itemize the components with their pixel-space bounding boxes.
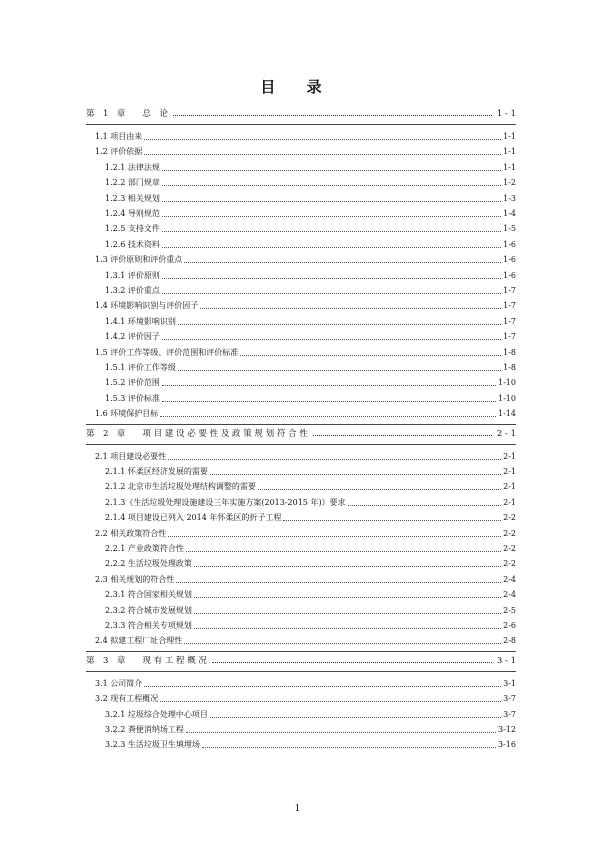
dot-leader (162, 247, 501, 248)
dot-leader (162, 201, 501, 202)
toc-entry-title: 1.2.1 法律法规 (105, 162, 160, 172)
dot-leader (162, 293, 501, 294)
toc-entry-title: 1.2.6 技术资料 (105, 239, 160, 249)
toc-entry-page: 1-6 (503, 239, 516, 249)
toc-entry-page: 1-14 (498, 409, 516, 419)
dot-leader (162, 339, 501, 340)
toc-entry[interactable] (86, 542, 516, 554)
dot-leader (162, 216, 501, 217)
toc-entry[interactable] (86, 692, 516, 704)
toc-entry-page: 2-1 (503, 482, 516, 492)
toc-entry[interactable] (86, 677, 516, 689)
dot-leader (176, 582, 501, 583)
dot-leader (194, 597, 501, 598)
dot-leader (210, 474, 501, 475)
toc-entry-page: 2-1 (503, 451, 516, 461)
dot-leader (194, 628, 501, 629)
toc-entry-page: 2-6 (503, 621, 516, 630)
dot-leader (144, 139, 501, 140)
toc-entry[interactable] (86, 407, 516, 419)
toc-entry-title: 1.4 环境影响识别与评价因子 (95, 301, 199, 311)
toc-entry-title: 第 1 章 总 论 (86, 109, 168, 119)
toc-entry-title: 3.2.2 粪便消纳场工程 (105, 725, 184, 734)
toc-entry-page: 2-2 (503, 528, 516, 538)
dot-leader (173, 115, 492, 116)
toc-entry-page: 3-7 (503, 709, 516, 719)
toc-entry[interactable] (86, 161, 516, 173)
dot-leader (200, 308, 501, 309)
toc-entry[interactable] (86, 723, 516, 735)
toc-entry-page: 2-1 (503, 497, 516, 507)
dot-leader (212, 662, 492, 663)
toc-entry[interactable] (86, 207, 516, 219)
toc-entry-title: 第 2 章 项 目 建 设 必 要 性 及 政 策 规 划 符 合 性 (86, 428, 308, 439)
toc-entry-page: 1-3 (503, 193, 516, 203)
toc-entry-page: 3-7 (503, 694, 516, 704)
toc-entry[interactable] (86, 145, 516, 157)
toc-entry-title: 1.5.1 评价工作等级 (105, 363, 176, 372)
toc-entry-page: 2-4 (503, 590, 516, 600)
toc-entry-title: 1.5.3 评价标准 (105, 393, 160, 403)
toc-entry[interactable] (86, 176, 516, 188)
toc-entry-page: 2-2 (503, 544, 516, 553)
section-divider (86, 651, 516, 652)
toc-entry[interactable] (86, 222, 516, 234)
dot-leader (184, 643, 501, 644)
toc-entry-title: 1.2.5 支持文件 (105, 224, 160, 234)
toc-entry-title: 1.4.1 环境影响识别 (105, 316, 176, 326)
toc-entry-title: 1.5 评价工作等级、评价范围和评价标准 (95, 347, 239, 357)
toc-entry-title: 3.2.3 生活垃圾卫生填埋场 (105, 740, 200, 750)
toc-entry[interactable] (86, 604, 516, 616)
toc-entry-page: 1-10 (498, 393, 516, 403)
toc-entry-title: 2.3.2 符合城市发展规划 (105, 605, 192, 615)
toc-entry-title: 3.2 现有工程概况 (95, 694, 159, 704)
toc-entry-title: 2.1.3《生活垃圾处理设施建设三年实施方案(2013-2015 年)》要求 (105, 497, 346, 507)
toc-entry[interactable] (86, 130, 516, 142)
toc-entry-title: 2.4 拟建工程厂址合理性 (95, 636, 183, 646)
toc-entry-title: 2.3.1 符合国家相关规划 (105, 590, 192, 600)
toc-entry-title: 1.3.1 评价原则 (105, 270, 160, 280)
toc-entry[interactable] (86, 361, 516, 373)
toc-entry-page: 1-6 (503, 255, 516, 265)
toc-entry-title: 2.2.2 生活垃圾处理政策 (105, 559, 192, 569)
dot-leader (194, 566, 501, 567)
toc-entry-page: 1-4 (503, 209, 516, 218)
toc-entry-page: 1-8 (503, 363, 516, 372)
toc-chapter-entry[interactable] (86, 107, 516, 119)
toc-entry-page: 1 - 1 (496, 109, 516, 119)
toc-entry-page: 1-1 (503, 162, 516, 172)
dot-leader (313, 435, 492, 436)
toc-entry[interactable] (86, 284, 516, 296)
toc-chapter-entry[interactable] (86, 654, 516, 666)
dot-leader (184, 262, 501, 263)
toc-entry[interactable] (86, 634, 516, 646)
dot-leader (348, 505, 502, 506)
toc-entry-page: 1-1 (503, 147, 516, 157)
toc-entry-title: 3.1 公司简介 (95, 678, 143, 688)
toc-entry-title: 1.2 评价依据 (95, 147, 143, 157)
toc-entry-page: 2-4 (503, 574, 516, 584)
toc-entry-title: 1.3 评价原则和评价重点 (95, 255, 183, 265)
dot-leader (162, 231, 501, 232)
section-divider (86, 671, 516, 672)
dot-leader (283, 520, 501, 521)
page-number: 1 (294, 804, 301, 814)
dot-leader (144, 154, 501, 155)
dot-leader (210, 717, 501, 718)
toc-entry[interactable] (86, 376, 516, 388)
dot-leader (162, 170, 501, 171)
dot-leader (186, 732, 496, 733)
dot-leader (162, 385, 496, 386)
toc-entry-title: 2.1.1 怀柔区经济发展的需要 (105, 467, 208, 476)
toc-entry[interactable] (86, 511, 516, 523)
toc-entry-title: 1.5.2 评价范围 (105, 378, 160, 388)
dot-leader (160, 701, 501, 702)
toc-entry[interactable] (86, 330, 516, 342)
toc-entry-title: 第 3 章 现 有 工 程 概 况 (86, 655, 207, 666)
toc-entry-page: 2-5 (503, 605, 516, 615)
toc-entry-page: 1-7 (503, 332, 516, 342)
toc-entry[interactable] (86, 253, 516, 265)
toc-entry[interactable] (86, 192, 516, 204)
toc-entry-page: 3-12 (498, 725, 516, 734)
toc-entry[interactable] (86, 299, 516, 311)
toc-entry-title: 1.2.3 相关规划 (105, 193, 160, 203)
toc-entry[interactable] (86, 738, 516, 750)
toc-entry-page: 2-2 (503, 513, 516, 523)
section-divider (86, 424, 516, 425)
toc-entry[interactable] (86, 708, 516, 720)
toc-entry[interactable] (86, 238, 516, 250)
toc-entry-title: 2.1 项目建设必要性 (95, 451, 167, 461)
toc-entry-page: 1-8 (503, 347, 516, 357)
toc-entry-page: 2-8 (503, 636, 516, 646)
toc-entry-page: 1-10 (498, 378, 516, 388)
toc-entry-page: 1-1 (503, 132, 516, 141)
toc-entry-title: 1.4.2 评价因子 (105, 332, 160, 342)
toc-entry-title: 1.6 环境保护目标 (95, 409, 159, 419)
toc-chapter-entry[interactable] (86, 427, 516, 439)
toc-entry[interactable] (86, 527, 516, 539)
toc-entry-page: 1-6 (503, 270, 516, 280)
dot-leader (186, 551, 501, 552)
toc-entry-title: 2.3.3 符合相关专项规划 (105, 621, 192, 630)
toc-entry-page: 1-2 (503, 178, 516, 188)
toc-entry-page: 2 - 1 (496, 428, 516, 439)
toc-entry-page: 2-1 (503, 467, 516, 476)
dot-leader (240, 355, 501, 356)
toc-entry-page: 3 - 1 (496, 655, 516, 666)
toc-entry[interactable] (86, 465, 516, 477)
toc-entry-title: 1.1 项目由来 (95, 132, 143, 141)
toc-entry[interactable] (86, 269, 516, 281)
toc-entry[interactable] (86, 392, 516, 404)
toc-entry-title: 2.1.4 项目建设已列入 2014 年怀柔区的折子工程 (105, 513, 282, 523)
toc-entry[interactable] (86, 588, 516, 600)
dot-leader (162, 278, 501, 279)
toc-entry[interactable] (86, 557, 516, 569)
dot-leader (178, 370, 501, 371)
dot-leader (178, 324, 501, 325)
toc-entry[interactable] (86, 450, 516, 462)
toc-entry-title: 1.2.2 部门规章 (105, 178, 160, 188)
toc-entry-page: 1-7 (503, 301, 516, 311)
toc-entry-title: 1.3.2 评价重点 (105, 286, 160, 295)
toc-entry[interactable] (86, 496, 516, 508)
dot-leader (144, 686, 501, 687)
toc-entry[interactable] (86, 315, 516, 327)
toc-entry-title: 2.1.2 北京市生活垃圾处理结构调整的需要 (105, 482, 256, 492)
toc-entry-title: 1.2.4 导则规范 (105, 209, 160, 218)
section-divider (86, 124, 516, 125)
toc-entry-title: 3.2.1 垃圾综合处理中心项目 (105, 709, 208, 719)
dot-leader (202, 747, 496, 748)
toc-entry[interactable] (86, 480, 516, 492)
dot-leader (160, 416, 496, 417)
toc-entry-title: 2.2 相关政策符合性 (95, 528, 167, 538)
toc-entry-page: 1-7 (503, 316, 516, 326)
toc-entry-page: 1-5 (503, 224, 516, 234)
dot-leader (168, 536, 501, 537)
toc-entry-page: 1-7 (503, 286, 516, 295)
toc-entry-page: 3-16 (498, 740, 516, 750)
dot-leader (162, 401, 496, 402)
page-title: 目 录 (260, 78, 335, 96)
toc-entry[interactable] (86, 346, 516, 358)
toc-entry-title: 2.2.1 产业政策符合性 (105, 544, 184, 553)
toc-entry[interactable] (86, 619, 516, 631)
toc-entry-page: 3-1 (503, 678, 516, 688)
toc-entry-title: 2.3 相关规划的符合性 (95, 574, 175, 584)
dot-leader (194, 613, 501, 614)
dot-leader (162, 185, 501, 186)
toc-entry[interactable] (86, 573, 516, 585)
toc-entry-page: 2-2 (503, 559, 516, 569)
dot-leader (258, 489, 501, 490)
section-divider (86, 444, 516, 445)
dot-leader (168, 459, 501, 460)
